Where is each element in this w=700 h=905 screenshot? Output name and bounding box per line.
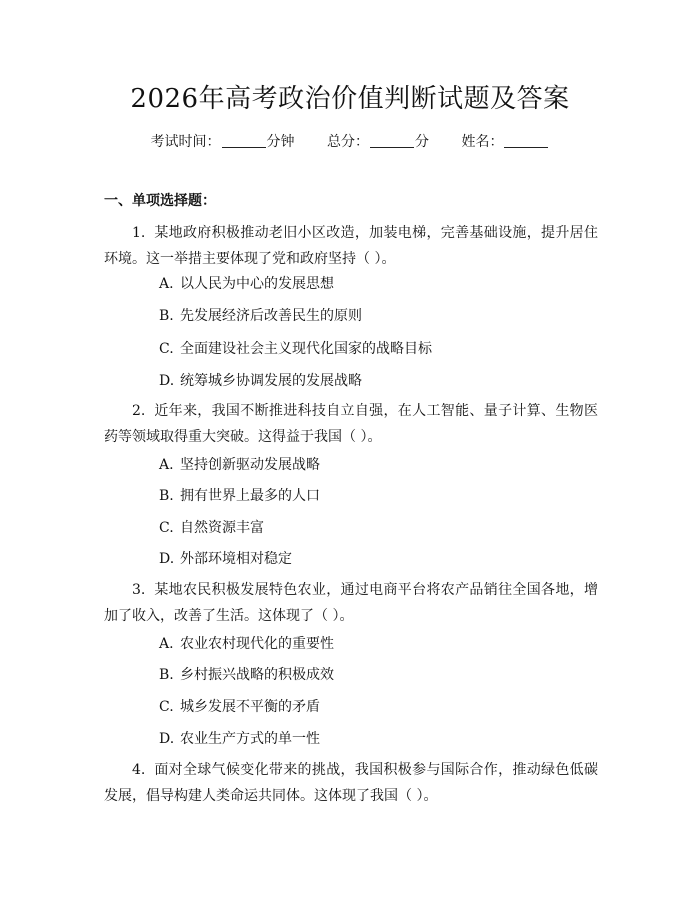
option-letter: A. bbox=[159, 457, 174, 473]
option-text: 农业生产方式的单一性 bbox=[180, 731, 320, 747]
exam-time bbox=[151, 130, 295, 154]
time-unit: 分钟 bbox=[266, 134, 295, 150]
question-4 bbox=[104, 757, 598, 809]
option-letter: B. bbox=[159, 488, 174, 504]
option-text: 拥有世界上最多的人口 bbox=[180, 488, 320, 504]
option-1-c bbox=[159, 339, 432, 359]
question-text: 近年来，我国不断推进科技自立自强，在人工智能、量子计算、生物医药等领域取得重大突破。这得益于我国（ ）。 bbox=[104, 403, 598, 445]
option-letter: B. bbox=[159, 667, 174, 683]
option-letter: D. bbox=[159, 731, 175, 747]
score-blank bbox=[370, 133, 414, 148]
option-text: 农业农村现代化的重要性 bbox=[180, 636, 334, 652]
option-letter: B. bbox=[159, 308, 174, 324]
question-number: 4. bbox=[132, 762, 146, 778]
option-text: 先发展经济后改善民生的原则 bbox=[180, 308, 362, 324]
option-text: 以人民为中心的发展思想 bbox=[180, 276, 334, 292]
exam-name bbox=[461, 130, 549, 154]
option-letter: D. bbox=[159, 551, 175, 567]
question-1 bbox=[104, 220, 598, 272]
option-3-d bbox=[159, 729, 320, 749]
question-text: 面对全球气候变化带来的挑战，我国积极参与国际合作，推动绿色低碳发展，倡导构建人类命运共同体。这体现了我国（ ）。 bbox=[104, 762, 598, 804]
option-1-d bbox=[159, 371, 362, 391]
option-letter: C. bbox=[159, 341, 174, 357]
option-text: 全面建设社会主义现代化国家的战略目标 bbox=[180, 341, 432, 357]
option-text: 自然资源丰富 bbox=[180, 520, 264, 536]
time-blank bbox=[222, 133, 266, 148]
option-letter: A. bbox=[159, 636, 174, 652]
option-text: 乡村振兴战略的积极成效 bbox=[180, 667, 334, 683]
section-heading: 一、单项选择题： bbox=[104, 193, 216, 209]
name-blank bbox=[504, 133, 548, 148]
name-label: 姓名： bbox=[461, 134, 504, 150]
option-letter: C. bbox=[159, 520, 174, 536]
option-2-b bbox=[159, 486, 320, 506]
option-2-c bbox=[159, 518, 264, 538]
score-unit: 分 bbox=[415, 134, 429, 150]
question-text: 某地政府积极推动老旧小区改造，加装电梯，完善基础设施，提升居住环境。这一举措主要体现了党和政府坚持（ ）。 bbox=[104, 225, 598, 267]
question-number: 3. bbox=[132, 582, 146, 598]
time-label: 考试时间： bbox=[150, 134, 221, 150]
question-number: 1. bbox=[132, 225, 146, 241]
option-2-a bbox=[159, 455, 320, 475]
option-1-a bbox=[159, 274, 334, 294]
question-2 bbox=[104, 398, 598, 450]
exam-score bbox=[327, 130, 429, 154]
option-text: 外部环境相对稳定 bbox=[180, 551, 292, 567]
exam-title: 2026年高考政治价值判断试题及答案 bbox=[130, 84, 570, 114]
score-label: 总分： bbox=[327, 134, 369, 150]
option-1-b bbox=[159, 306, 362, 326]
option-letter: C. bbox=[159, 699, 174, 715]
question-text: 某地农民积极发展特色农业，通过电商平台将农产品销往全国各地，增加了收入，改善了生活。这体现了（ ）。 bbox=[104, 582, 598, 624]
option-text: 城乡发展不平衡的矛盾 bbox=[180, 699, 320, 715]
option-letter: D. bbox=[159, 373, 175, 389]
question-3 bbox=[104, 577, 598, 629]
option-3-b bbox=[159, 665, 334, 685]
option-3-a bbox=[159, 634, 334, 654]
option-3-c bbox=[159, 697, 320, 717]
option-2-d bbox=[159, 549, 292, 569]
option-letter: A. bbox=[159, 276, 174, 292]
option-text: 坚持创新驱动发展战略 bbox=[180, 457, 320, 473]
exam-info bbox=[0, 130, 700, 154]
option-text: 统筹城乡协调发展的发展战略 bbox=[180, 373, 362, 389]
question-number: 2. bbox=[132, 403, 146, 419]
